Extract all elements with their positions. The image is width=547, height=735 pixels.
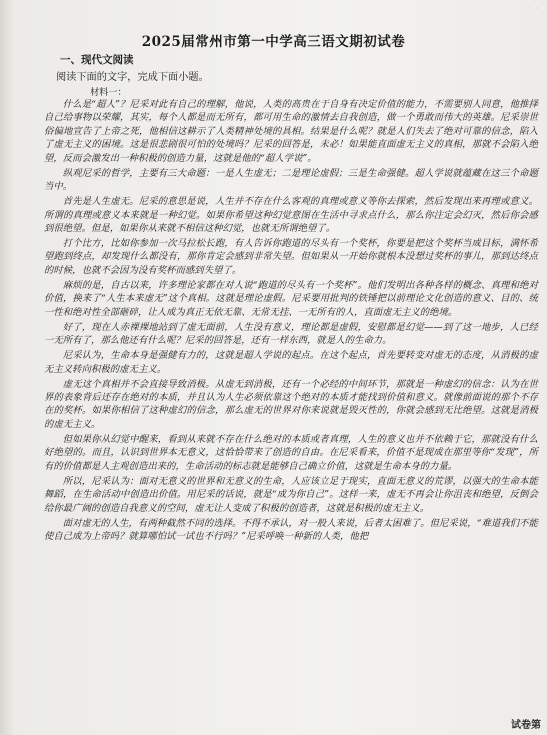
material-label: 材料一： — [90, 87, 127, 98]
paragraph: 什么是“超人”？尼采对此有自己的理解，他说，人类的高贵在于自身有决定价值的能力，不需要别人同意，他推择自己给事物以荣耀，其实，每个人都是而无所有，都可用生命的激情去自我创造，做一个勇敢而伟大的英雄。尼采崇世俗偏地宣告了上帝之死，他相信这耕示了人类精神处境的具相。结果是什么呢？就是人们失去了绝对可靠的信念，陷入了虚无主义的困境。这是很悲剧很可怕的处境吗？尼采的回答是，未必！如果能直面虚无主义的真相，那就不会陷入绝望，反而会激发出一种积极的创造力量，这就是他的“超人学说”。 — [44, 99, 538, 164]
paragraph: 首先是人生虚无。尼采的意思是说，人生并不存在什么客观的真理或意义等你去探索，然后发现出来再理或意义。所谓的真理或意义本来就是一种幻觉。如果你希望这种幻觉意图在生活中寻求点什么，那么你注定会幻灭，然后你会感到很绝望。但是，如果你从来就不相信这种幻觉，也就无所谓绝望了。 — [44, 196, 538, 235]
paragraph: 纵观尼采的哲学，主要有三大命题：一是人生虚无；二是理论虚假；三是生命强健。超人学说就蕴藏在这三个命题当中。 — [44, 167, 538, 193]
page-footer: 试卷第 — [511, 720, 541, 731]
paragraph: 打个比方，比如你参加一次马拉松长跑，有人告诉你跑道的尽头有一个奖杯，你要是把这个奖杯当成目标，满怀希望跑到终点，却发现什么都没有，那你肯定会感到非常失望。但如果从一开始你就根本没想过奖杯的事儿，那到达终点的时候，也就不会因为没有奖杯而感到失望了。 — [44, 238, 538, 276]
paragraph: 麻烦的是，自古以来，许多理论家都在对人说“跑道的尽头有一个奖杯”。他们发明出各种各样的概念、真理和绝对价值，换来了“人生本来虚无”这个真相。这就是理论虚假。尼采要用批判的铁锤把以前理论文化创造的意义、目的、统一性和绝对性全部砸碎，让人成为真正无依无靠、无常无挂、一无所有的人，直面虚无主义的绝境。 — [44, 279, 538, 318]
paragraph: 尼采认为，生命本身是强健有力的，这就是超人学说的起点。在这个起点，首先要转变对虚无的态度，从消极的虚无主义转向积极的虚无主义。 — [44, 350, 538, 375]
paragraph: 所以，尼采认为：面对无意义的世界和无意义的生命，人应该立足于现实，直面无意义的荒谬，以强大的生命本能舞蹈，在生命活动中创造出价值。用尼采的话说，就是“成为你自己”。这样一来，虚无不再会让你沮丧和绝望，反倒会给你最广阔的创造自我意义的空间，虚无让人变成了积极的创造者，这就是积极的虚无主义。 — [44, 475, 538, 514]
paragraph: 好了，现在人赤裸裸地站到了虚无面前，人生没有意义，理论都是虚假，安慰都是幻觉——到了这一地步，人已经一无所有了，那么他还有什么呢？尼采的回答是，还有一样东西，就是人的生命力。 — [44, 321, 538, 347]
passage-body — [44, 98, 538, 545]
reading-instruction: 阅读下面的文字，完成下面小题。 — [56, 72, 209, 83]
section-heading: 一、现代文阅读 — [60, 54, 134, 66]
bleed-through-text: · · · — [521, 4, 539, 13]
paragraph: 虚无这个真相并不会直接导致消极。从虚无到消极，还有一个必经的中间环节，那就是一种虚幻的信念：认为在世界的表象背后还存在绝对的本质，并且认为人生必须依靠这个绝对的本质才能找到价值和意义。就像前面说的那个不存在的奖杯。如果你相信了这种虚幻的信念，那么虚无的世界对你来说就是毁灭性的，你就会感到无比绝望。这就是消极的虚无主义。 — [44, 378, 538, 430]
paragraph: 但如果你从幻觉中醒来，看到从来就不存在什么绝对的本质或者真理，人生的意义也并不依赖于它，那就没有什么好绝望的。而且，认识到世界本无意义，这恰恰带来了创造的自由。在尼采看来，价值不是现成在那里等你“发现”，所有的价值都是人主观创造出来的，生命活动的标志就是能够自己确立价值，这就是生命本身的力量。 — [44, 433, 538, 472]
paragraph: 面对虚无的人生，有两种截然不同的选择。不得不承认，对一般人来说，后者太困难了。但尼采说，“难道我们不能使自己成为上帝吗？就算哪怕试一试也不行吗？”尼采呼唤一种新的人类，他把 — [44, 517, 538, 543]
exam-title: 2025届常州市第一中学高三语文期初试卷 — [141, 34, 406, 50]
